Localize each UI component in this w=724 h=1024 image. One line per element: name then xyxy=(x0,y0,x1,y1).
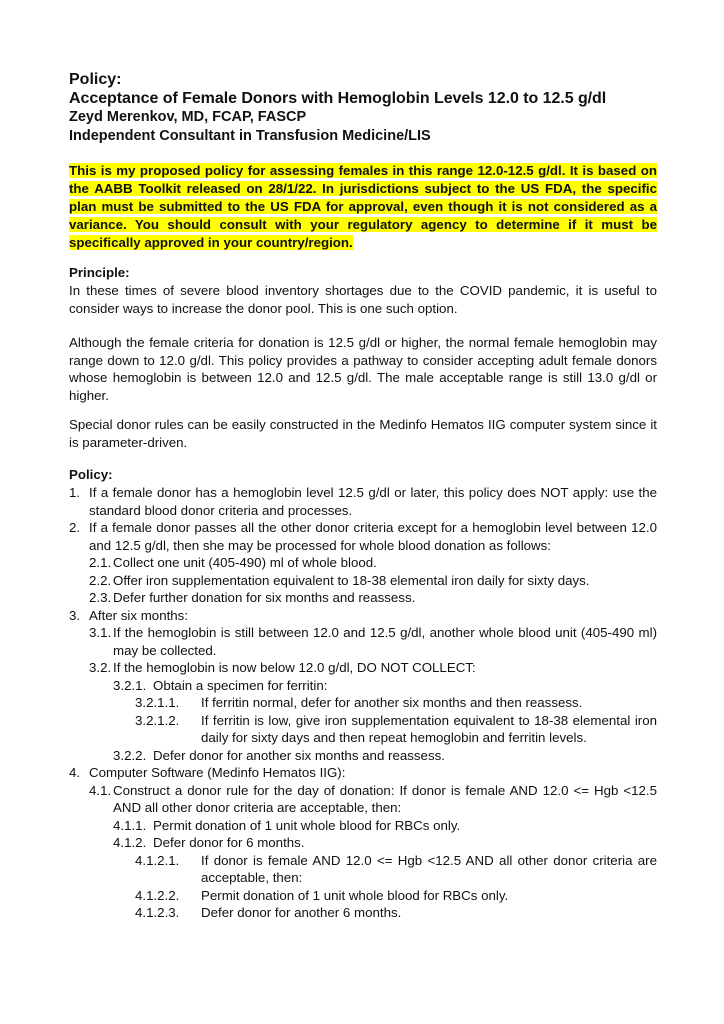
policy-item-3-2-1 xyxy=(113,677,657,695)
item-text: Computer Software (Medinfo Hematos IIG): xyxy=(89,765,346,780)
item-number: 4.1.1. xyxy=(113,817,147,833)
item-text: If donor is female AND 12.0 <= Hgb <12.5 AND all other donor criteria are acceptable, then: xyxy=(201,852,657,885)
item-number: 3.2. xyxy=(89,660,112,675)
item-text: If the hemoglobin is now below 12.0 g/dl, DO NOT COLLECT: xyxy=(113,660,476,675)
item-number: 3.2.1.2. xyxy=(135,712,180,728)
item-text: Construct a donor rule for the day of donation: If donor is female AND 12.0 <= Hgb <12.5 AND all other donor criteria are acceptable, then: xyxy=(113,782,657,815)
item-number: 4.1.2. xyxy=(113,835,147,850)
item-number: 2.3. xyxy=(89,590,112,605)
policy-item-2-1 xyxy=(89,554,657,572)
item-text: After six months: xyxy=(89,607,189,623)
item-text: If a female donor passes all the other donor criteria except for a hemoglobin level between 12.0 and 12.5 g/dl, then she may be processed for whole blood donation as follows: xyxy=(89,520,657,553)
item-text: If ferritin is low, give iron supplementation equivalent to 18-38 elemental iron daily for sixty days and then repeat hemoglobin and ferritin levels. xyxy=(201,712,657,745)
principle-paragraph-block-2 xyxy=(69,334,657,404)
policy-item-3-2-1-1 xyxy=(135,694,657,712)
item-text: Permit donation of 1 unit whole blood for RBCs only. xyxy=(201,887,509,903)
item-text: Defer donor for another 6 months. xyxy=(201,905,402,920)
policy-label: Policy: xyxy=(69,71,122,88)
title-block xyxy=(69,70,669,146)
policy-item-3 xyxy=(69,607,657,625)
notice-text: This is my proposed policy for assessing females in this range 12.0-12.5 g/dl. It is based on the AABB Toolkit released on 28/1/22. In jurisdictions subject to the US FDA, the specific plan must be submitted to the US FDA for approval, even though it is not considered as a variance. You should consult with your regulatory agency to determine if it must be specifically approved in your country/region. xyxy=(69,163,657,250)
item-text: If ferritin normal, defer for another six months and then reassess. xyxy=(201,695,583,710)
item-text: If the hemoglobin is still between 12.0 and 12.5 g/dl, another whole blood unit (405-490 ml) may be collected. xyxy=(113,625,657,658)
item-number: 2.1. xyxy=(89,555,112,570)
item-text: Permit donation of 1 unit whole blood for RBCs only. xyxy=(153,817,461,833)
item-text: Obtain a specimen for ferritin: xyxy=(153,677,328,693)
item-number: 3.2.1.1. xyxy=(135,695,180,710)
author-name: Zeyd Merenkov, MD, FCAP, FASCP xyxy=(69,109,307,125)
policy-item-4-1-2-3 xyxy=(135,904,657,922)
policy-item-4-1-1 xyxy=(113,817,657,835)
policy-item-4-1-2-2 xyxy=(135,887,657,905)
policy-list xyxy=(69,484,657,922)
item-text: If a female donor has a hemoglobin level 12.5 g/dl or later, this policy does NOT apply: use the standard blood donor criteria and processes. xyxy=(89,485,657,518)
author-role: Independent Consultant in Transfusion Medicine/LIS xyxy=(69,128,431,144)
item-number: 2. xyxy=(69,520,81,535)
item-number: 1. xyxy=(69,485,81,500)
policy-item-2 xyxy=(69,519,657,554)
item-number: 4.1.2.2. xyxy=(135,887,180,903)
policy-item-1 xyxy=(69,484,657,519)
principle-heading: Principle: xyxy=(69,265,130,280)
item-number: 3.2.1. xyxy=(113,677,147,693)
policy-item-4-1 xyxy=(89,782,657,817)
item-text: Defer donor for 6 months. xyxy=(153,835,305,850)
principle-section xyxy=(69,264,657,317)
principle-paragraph-block-3 xyxy=(69,416,657,451)
policy-item-3-2-2 xyxy=(113,747,657,765)
policy-item-3-1 xyxy=(89,624,657,659)
item-number: 2.2. xyxy=(89,572,112,588)
document-title: Acceptance of Female Donors with Hemoglobin Levels 12.0 to 12.5 g/dl xyxy=(69,90,607,107)
policy-section xyxy=(69,466,657,484)
item-number: 4.1. xyxy=(89,782,112,798)
item-text: Defer further donation for six months and reassess. xyxy=(113,590,416,605)
policy-item-3-2-1-2 xyxy=(135,712,657,747)
item-number: 4.1.2.1. xyxy=(135,852,180,868)
item-text: Collect one unit (405-490) ml of whole blood. xyxy=(113,555,377,570)
policy-item-4-1-2-1 xyxy=(135,852,657,887)
item-number: 3. xyxy=(69,607,81,623)
principle-paragraph-2: Although the female criteria for donation is 12.5 g/dl or higher, the normal female hemoglobin may range down to 12.0 g/dl. This policy provides a pathway to consider accepting adult female donors whose hemoglobin is between 12.0 and 12.5 g/dl. The male acceptable range is still 13.0 g/dl or higher. xyxy=(69,335,657,403)
principle-paragraph-3: Special donor rules can be easily constructed in the Medinfo Hematos IIG computer system since it is parameter-driven. xyxy=(69,417,657,450)
item-text: Offer iron supplementation equivalent to 18-38 elemental iron daily for sixty days. xyxy=(113,572,590,588)
policy-item-3-2 xyxy=(89,659,657,677)
item-number: 4.1.2.3. xyxy=(135,905,180,920)
policy-item-4 xyxy=(69,764,657,782)
highlighted-notice xyxy=(69,162,657,252)
policy-item-2-2 xyxy=(89,572,657,590)
item-number: 3.1. xyxy=(89,625,112,640)
item-number: 4. xyxy=(69,765,81,780)
policy-heading: Policy: xyxy=(69,467,113,482)
policy-item-2-3 xyxy=(89,589,657,607)
item-text: Defer donor for another six months and reassess. xyxy=(153,747,445,763)
principle-paragraph-1: In these times of severe blood inventory shortages due to the COVID pandemic, it is useful to consider ways to increase the donor pool. This is one such option. xyxy=(69,283,657,316)
policy-item-4-1-2 xyxy=(113,834,657,852)
item-number: 3.2.2. xyxy=(113,747,147,763)
